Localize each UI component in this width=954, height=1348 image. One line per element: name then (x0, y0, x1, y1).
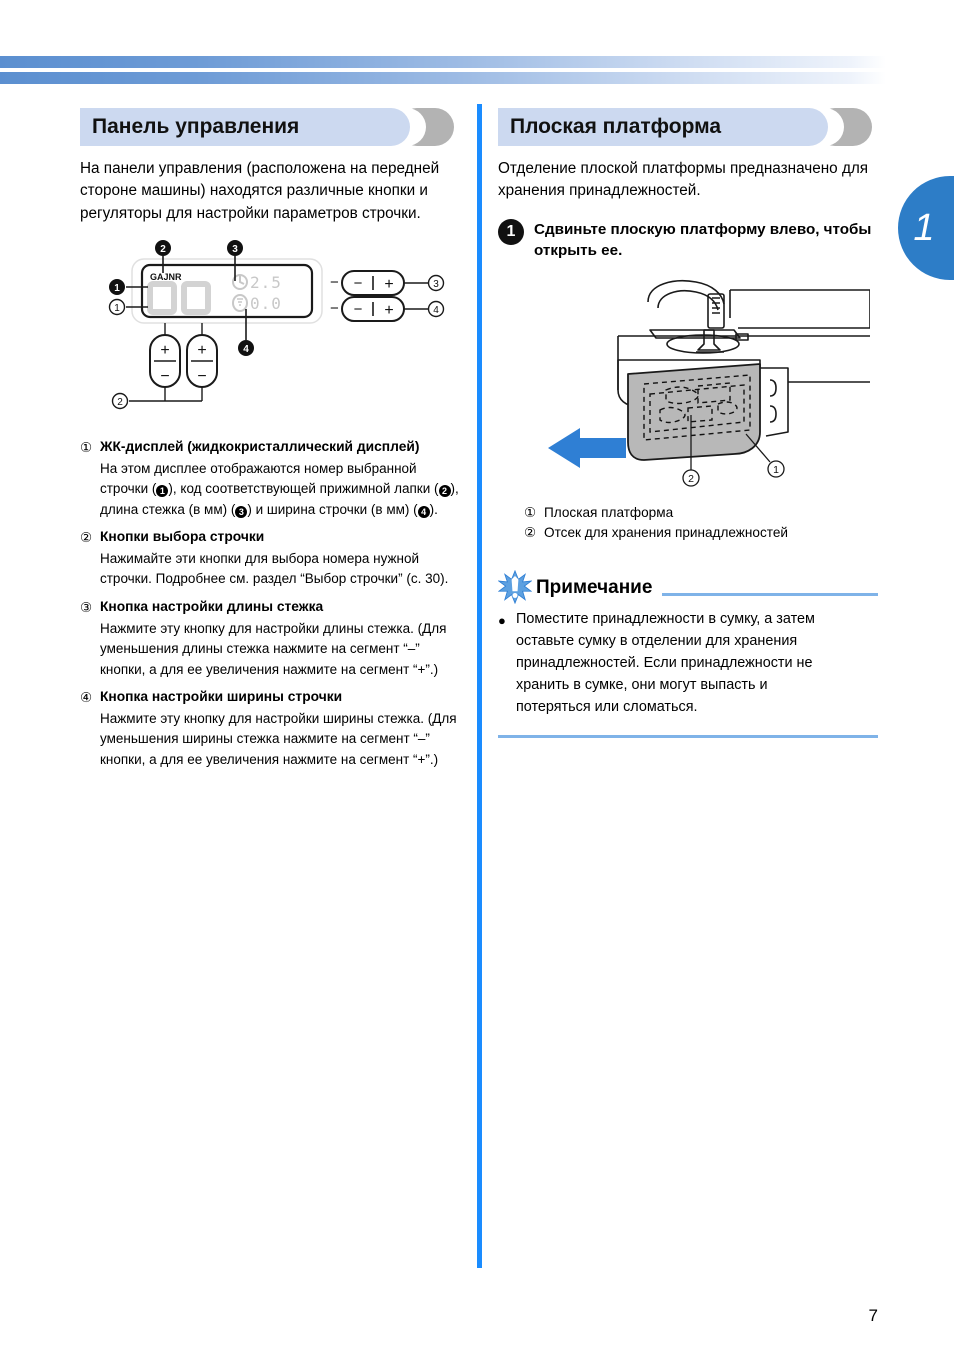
chapter-tab-number: 1 (913, 206, 935, 249)
definition-item-2 (80, 527, 460, 590)
svg-text:4: 4 (243, 343, 249, 355)
definition-text-2: Нажимайте эти кнопки для выбора номера нужной строчки. Подробнее см. раздел “Выбор строчки” (с. 30). (100, 550, 449, 587)
definition-title-4: Кнопка настройки ширины строчки (100, 689, 343, 705)
column-divider (477, 104, 482, 1268)
svg-text:+: + (160, 341, 170, 359)
note-header (498, 573, 878, 603)
note-starburst-icon (498, 570, 532, 604)
left-intro-paragraph: На панели управления (расположена на передней стороне машины) находятся различные кнопки и регуляторы для настройки параметров строчки. (80, 160, 440, 222)
inline-marker-1: 1 (156, 485, 168, 497)
svg-text:−: − (197, 367, 207, 385)
step-text-1: Сдвиньте плоскую платформу влево, чтобы открыть ее. (534, 220, 872, 259)
right-section-heading (498, 108, 878, 146)
svg-text:+: + (384, 301, 394, 319)
stitch-length-button (330, 271, 444, 295)
definition-text-4: Нажмите эту кнопку для настройки ширины стежка. (Для уменьшения ширины стежка нажмите на сегмент “–” кнопки, а для ее увеличения нажмите на сегмент “+”.) (100, 710, 457, 767)
note-body (498, 609, 878, 718)
note-title: Примечание (536, 577, 653, 599)
page-top-decoration (0, 56, 954, 84)
stitch-width-button (330, 297, 444, 321)
flat-bed-illustration-svg (498, 272, 870, 492)
stitch-select-buttons (113, 323, 218, 409)
svg-text:0.0: 0.0 (250, 293, 282, 313)
figure-caption-2 (524, 523, 878, 543)
definition-number-3: ③ (80, 599, 93, 615)
figure-caption-label-1: Плоская платформа (544, 504, 674, 520)
lcd-mode-label-text: GAJNR (150, 271, 182, 282)
definition-number-1: ① (80, 439, 93, 455)
gradient-bar-upper (0, 56, 886, 68)
svg-text:−: − (353, 300, 363, 318)
step-1-row (498, 219, 878, 262)
svg-text:+: + (384, 275, 394, 293)
lcd-stitch-length-row (233, 273, 282, 292)
definition-text-1 (100, 459, 460, 521)
figure-caption-label-2: Отсек для хранения принадлежностей (544, 524, 788, 540)
svg-text:2: 2 (160, 243, 166, 255)
left-section-heading (80, 108, 460, 146)
right-column (498, 108, 878, 738)
flat-bed-figure (498, 272, 878, 497)
svg-text:4: 4 (433, 304, 439, 316)
section-title-flat-bed: Плоская платформа (510, 115, 722, 138)
svg-text:1: 1 (114, 302, 120, 314)
svg-text:−: − (330, 299, 339, 317)
figure-caption-num-2: ② (524, 524, 537, 540)
definition-number-2: ② (80, 530, 93, 546)
note-rule-bottom (498, 735, 878, 738)
page-number: 7 (868, 1306, 878, 1325)
definition-item-4 (80, 687, 460, 770)
gradient-bar-lower (0, 72, 886, 84)
note-block (498, 573, 878, 737)
definition-title-3: Кнопка настройки длины стежка (100, 598, 324, 614)
figure-caption-1 (524, 503, 878, 523)
svg-text:2.5: 2.5 (250, 272, 282, 292)
left-column (80, 108, 460, 777)
flat-bed-attachment-body (628, 364, 760, 460)
note-text: Поместите принадлежности в сумку, а затем оставьте сумку в отделении для хранения принадлежностей. Если принадлежности не хранить в сумке, они могут выпасть и потеряться или сломаться. (516, 611, 815, 715)
def1-part-2: ), длина стежка (в мм) ( (100, 481, 459, 517)
svg-text:−: − (330, 273, 339, 291)
note-rule-top (662, 593, 878, 596)
definition-item-1 (80, 437, 460, 520)
def1-part-1: ), код соответствующей прижимной лапки ( (168, 481, 439, 497)
svg-text:2: 2 (688, 472, 694, 485)
figure-caption-num-1: ① (524, 504, 537, 520)
def1-part-0: На этом дисплее отображаются номер выбранной строчки ( (100, 460, 417, 497)
inline-marker-2: 2 (439, 485, 451, 497)
chapter-tab (898, 176, 954, 280)
definition-text-3: Нажмите эту кнопку для настройки длины стежка. (Для уменьшения длины стежка нажмите на сегмент “–” кнопки, а для ее увеличения нажмите на сегмент “+”.) (100, 620, 447, 677)
inline-marker-4: 4 (418, 506, 430, 518)
svg-text:1: 1 (773, 463, 779, 476)
control-panel-svg (80, 235, 460, 420)
page-title: Панель управления (92, 115, 300, 138)
definition-item-3 (80, 597, 460, 680)
svg-text:1: 1 (114, 282, 120, 294)
svg-text:3: 3 (433, 278, 439, 290)
direction-arrow-left (548, 428, 626, 468)
def1-part-3: ) и ширина строчки (в мм) ( (247, 501, 418, 517)
def1-part-4: ). (429, 501, 438, 517)
figure-caption-list (524, 503, 878, 544)
control-panel-definition-list (80, 437, 460, 770)
step-marker-1: 1 (498, 219, 524, 245)
svg-text:−: − (160, 367, 170, 385)
inline-marker-3: 3 (235, 506, 247, 518)
svg-text:3: 3 (232, 243, 238, 255)
svg-text:−: − (353, 274, 363, 292)
definition-title-1: ЖК-дисплей (жидкокристаллический дисплей) (100, 438, 420, 454)
svg-text:+: + (197, 341, 207, 359)
right-intro-paragraph: Отделение плоской платформы предназначено для хранения принадлежностей. (498, 160, 869, 200)
control-panel-figure (80, 235, 460, 425)
definition-title-2: Кнопки выбора строчки (100, 529, 265, 545)
definition-number-4: ④ (80, 690, 93, 706)
note-bullet: ● (498, 613, 506, 629)
svg-text:2: 2 (117, 396, 123, 408)
